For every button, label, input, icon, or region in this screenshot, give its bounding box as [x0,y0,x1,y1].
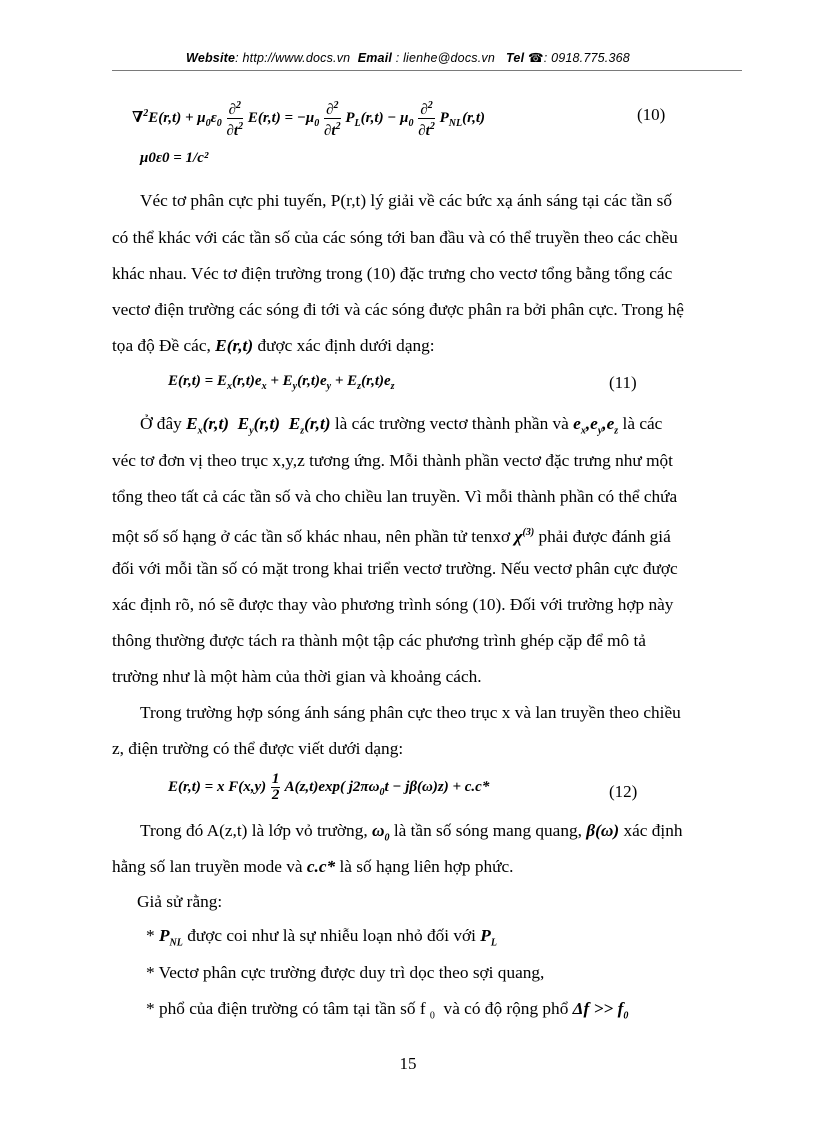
paragraph-4-line-2 [112,856,514,878]
website-label: Website [186,51,236,65]
website-value: : http://www.docs.vn [235,51,351,65]
assumption-3 [146,998,628,1027]
inline-math-beta: β(ω) [586,821,620,840]
inline-math-cc: c.c* [306,857,336,876]
equation-12-number: (12) [609,782,638,801]
equation-10-note: μ0ε0 = 1/c² [140,150,209,166]
paragraph-2-line-4a: một số số hạng ở các tần số khác nhau, nên phần tử tenxơ [112,526,511,546]
paragraph-2-line-1 [140,413,662,442]
paragraph-1-line-5b: được xác định dưới dạng: [257,336,435,355]
paragraph-2-line-5: đối với mỗi tần số có mặt trong khai triển vectơ trường. Nếu vectơ phân cực được [112,559,678,578]
phone-icon: ☎ [527,51,544,65]
equation-11: $E(r,t) = E_x(r,t)e_x + E_y(r,t)e_y + E_z(r,t)e_z$ [168,373,395,392]
paragraph-4-line-2a: hằng số lan truyền mode và [112,857,303,876]
email-value: : lienhe@docs.vn [395,51,496,65]
inline-math-PNL: $P_{NL}$ [158,926,183,949]
paragraph-4-line-1a: Trong đó A(z,t) là lớp vỏ trường, [140,821,368,840]
paragraph-4-line-2b: là số hạng liên hợp phức. [339,857,514,876]
paragraph-4-line-1c: xác định [623,821,683,840]
inline-math-unit-vectors: $e_x,e_y,e_z$ [573,414,619,437]
paragraph-2-line-1b: là các trường vectơ thành phần và [334,414,569,433]
paragraph-2-line-7: thông thường được tách ra thành một tập các phương trình ghép cặp để mô tả [112,631,646,650]
tel-value: : 0918.775.368 [543,51,630,65]
paragraph-1-line-1: Véc tơ phân cực phi tuyến, P(r,t) lý giải về các bức xạ ánh sáng tại các tần số [140,191,672,210]
equation-10: $\nabla^2E(r,t) + \mu_0\varepsilon_0$ $\frac{\partial^2}{\partial t^2}$ $E(r,t) = -\mu_0$ $\frac{\partial^2}{\partial t^2}$ $P_L(r,t) - \mu_0$ $\frac{\partial^2}{\partial t^2}$ $P_{NL}(r,t)$ [132,100,486,139]
inline-math-bandwidth: $\Delta f >> f_0$ [572,999,629,1022]
inline-math-components: $E_x(r,t)$ $E_y(r,t)$ $E_z(r,t)$ [186,414,331,437]
page-header [0,50,816,65]
paragraph-3-line-1: Trong trường hợp sóng ánh sáng phân cực theo trục x và lan truyền theo chiều [140,703,681,722]
paragraph-2-line-2: véc tơ đơn vị theo trục x,y,z tương ứng. Mỗi thành phần vectơ đặc trưng như một [112,451,673,470]
paragraph-1-line-4: vectơ điện trường các sóng đi tới và các sóng được phân ra bởi phân cực. Trong hệ [112,300,684,319]
paragraph-2-line-8: trường như là một hàm của thời gian và khoảng cách. [112,667,482,686]
assumption-3-text-b: và có độ rộng phổ [443,999,569,1018]
equation-12: E(r,t) = x F(x,y) $\frac{1}{2}$ A(z,t)exp( $j2\pi\omega_0t - j\beta(\omega)z) + c.c*$ [168,771,490,803]
paragraph-1-line-5 [112,335,435,357]
paragraph-2-line-6: xác định rõ, nó sẽ được thay vào phương trình sóng (10). Đối với trường hợp này [112,595,674,614]
paragraph-3-line-2: z, điện trường có thể được viết dưới dạng: [112,739,404,758]
paragraph-2-line-4 [112,522,671,548]
inline-math-chi3: $\chi^{(3)}$ [514,526,535,546]
assumption-3-sub: 0 [429,1010,435,1022]
page-number: 15 [399,1054,417,1073]
paragraph-2-line-1c: là các [622,414,663,433]
paragraph-4-line-1b: là tần số sóng mang quang, [393,821,582,840]
equation-11-number: (11) [609,373,637,392]
paragraph-1-line-2: có thể khác với các tần số của các sóng tới ban đầu và có thể truyền theo các chều [112,228,678,247]
inline-math-omega0: $\omega_0$ [371,821,390,844]
paragraph-4-line-1 [140,820,683,849]
equation-10-number: (10) [637,105,666,124]
header-divider [112,70,742,71]
paragraph-2-line-4b: phải được đánh giá [538,526,671,546]
assumptions-intro: Giả sử rằng: [137,892,223,911]
assumption-1 [146,925,497,954]
inline-math-E: E(r,t) [215,336,254,355]
email-label: Email [357,51,393,65]
paragraph-1-line-3: khác nhau. Véc tơ điện trường trong (10) đặc trưng cho vectơ tổng bằng tổng các [112,264,673,283]
assumption-1-text: được coi như là sự nhiễu loạn nhỏ đối với [187,926,476,945]
inline-math-PL: $P_L$ [480,926,497,949]
assumption-2: * Vectơ phân cực trường được duy trì dọc theo sợi quang, [146,963,545,982]
paragraph-2-line-3: tổng theo tất cả các tần số và cho chiều lan truyền. Vì mỗi thành phần có thể chứa [112,487,678,506]
assumption-3-text: * phổ của điện trường có tâm tại tần số f [146,999,426,1018]
assumption-1-bullet: * [146,926,155,945]
tel-label: Tel [506,51,525,65]
paragraph-1-line-5a: tọa độ Đề các, [112,336,211,355]
paragraph-2-line-1a: Ở đây [140,414,182,433]
